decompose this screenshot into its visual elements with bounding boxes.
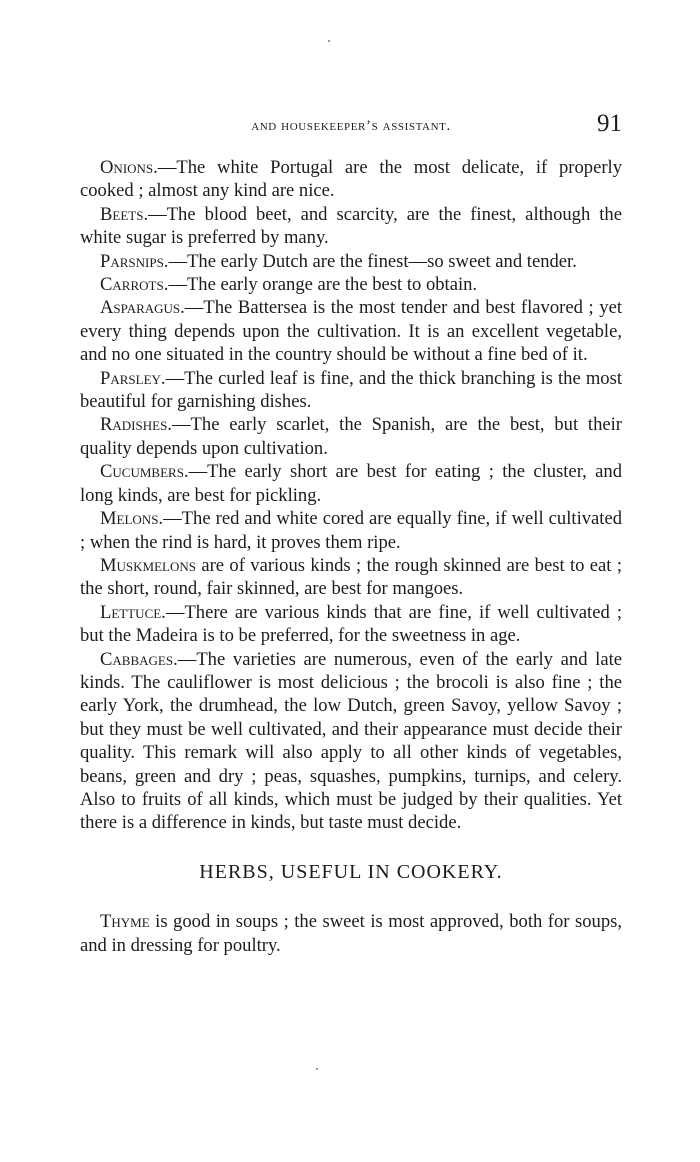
entry-term: Parsnips. <box>100 250 169 272</box>
paragraph-muskmelons <box>80 554 622 601</box>
body-text <box>80 156 622 957</box>
paragraph-carrots <box>80 273 622 296</box>
paragraph-lettuce <box>80 601 622 648</box>
entry-term: Muskmelons <box>100 554 196 576</box>
entry-text: are of various kinds ; the rough skinned are best to eat ; the short, round, fair skinned, are best for mangoes. <box>80 554 622 600</box>
entry-term: Melons. <box>100 508 164 530</box>
paragraph-cucumbers <box>80 460 622 507</box>
entry-term: Cabbages. <box>100 648 178 670</box>
entry-text: —The red and white cored are equally fine, if well cultivated ; when the rind is hard, it proves them ripe. <box>80 508 622 553</box>
section-heading: HERBS, USEFUL IN COOKERY. <box>199 860 503 883</box>
entry-term: Onions. <box>100 157 158 178</box>
paragraph-parsnips <box>80 250 622 273</box>
paragraph-radishes <box>80 413 622 460</box>
paragraph-cabbages <box>80 648 622 835</box>
entry-text: —The early scarlet, the Spanish, are the best, but their quality depends upon cultivation. <box>80 414 622 459</box>
entry-text: is good in soups ; the sweet is most approved, both for soups, and in dressing for poultry. <box>80 911 622 956</box>
entry-text: —The early Dutch are the finest—so sweet and tender. <box>168 250 577 272</box>
entry-text: —The early orange are the best to obtain. <box>168 274 478 296</box>
paragraph-parsley <box>80 367 622 414</box>
entry-text: —The blood beet, and scarcity, are the finest, although the white sugar is preferred by many. <box>80 203 622 249</box>
page-number: 91 <box>597 110 622 137</box>
entry-term: Parsley. <box>100 367 166 389</box>
paragraph-onions <box>80 156 622 203</box>
running-head <box>80 110 622 138</box>
paragraph-melons <box>80 507 622 554</box>
ink-speck <box>316 1068 318 1070</box>
entry-term: Asparagus. <box>100 297 185 319</box>
entry-text: —The varieties are numerous, even of the early and late kinds. The cauliflower is most delicious ; the brocoli is also fine ; the early York, the drumhead, the low Dutch, green Savoy, yellow Savoy ; but they must be well cultivated, and their appearance must decide their quality. This remark will also apply to all other kinds of vegetables, beans, green and dry ; peas, squashes, pumpkins, turnips, and celery. Also to fruits of all kinds, which must be judged by their qualities. Yet there is a difference in kinds, but taste must decide. <box>80 648 622 834</box>
paragraph-asparagus <box>80 296 622 366</box>
entry-text: —There are various kinds that are fine, if well cultivated ; but the Madeira is to be preferred, for the sweetness in age. <box>80 601 622 647</box>
entry-text: —The curled leaf is fine, and the thick branching is the most beautiful for garnishing dishes. <box>80 367 622 413</box>
running-title: and housekeeper’s assistant. <box>251 118 451 134</box>
ink-speck <box>328 40 330 42</box>
entry-term: Lettuce. <box>100 601 166 623</box>
entry-term: Carrots. <box>100 274 169 296</box>
entry-text: —The white Portugal are the most delicate, if properly cooked ; almost any kind are nice. <box>80 157 622 202</box>
entry-text: —The Battersea is the most tender and best flavored ; yet every thing depends upon the cultivation. It is an excellent vegetable, and no one situated in the country should be without a fine bed of it. <box>80 297 622 366</box>
entry-term: Cucumbers. <box>100 461 189 483</box>
entry-text: —The early short are best for eating ; the cluster, and long kinds, are best for pickling. <box>80 461 622 506</box>
paragraph-beets <box>80 203 622 250</box>
entry-term: Beets. <box>100 203 149 225</box>
entry-term: Radishes. <box>100 414 172 436</box>
paragraph-thyme <box>80 910 622 957</box>
entry-term: Thyme <box>100 911 150 933</box>
